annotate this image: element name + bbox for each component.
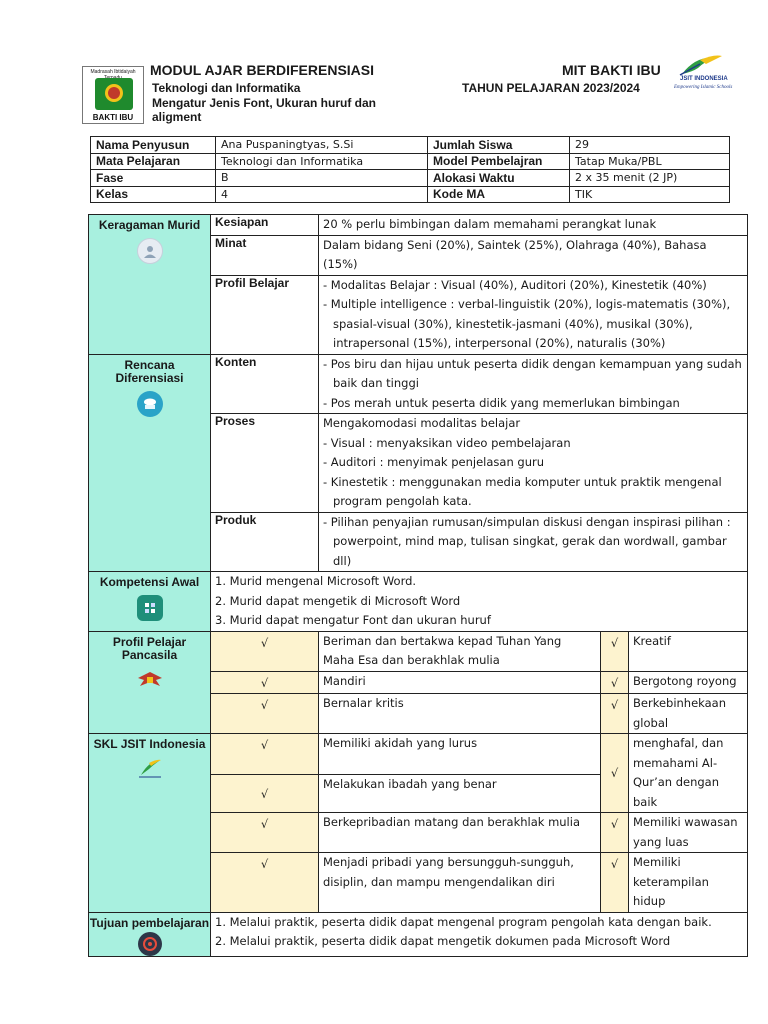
- table-row: Profil Pelajar Pancasila √ Beriman dan bertakwa kepad Tuhan Yang Maha Esa dan berakhlak mulia √ Kreatif: [89, 631, 748, 671]
- table-row: Kelas 4 Kode MA TIK: [91, 186, 730, 203]
- user-icon: [137, 238, 163, 264]
- section-kompetensi: Kompetensi Awal: [89, 572, 211, 632]
- academic-year: TAHUN PELAJARAN 2023/2024: [462, 81, 640, 95]
- school-name: MIT BAKTI IBU: [562, 62, 661, 78]
- apps-icon: [137, 595, 163, 621]
- table-row: SKL JSIT Indonesia √ Memiliki akidah yang lurus √ menghafal, dan memahami Al- Qur’an dengan baik: [89, 734, 748, 775]
- table-row: Kompetensi Awal 1. Murid mengenal Microsoft Word. 2. Murid dapat mengetik di Microsoft Word 3. Murid dapat mengatur Font dan ukuran huruf: [89, 572, 748, 632]
- table-row: √ Menjadi pribadi yang bersungguh-sungguh, disiplin, dan mampu mengendalikan diri √ Memiliki keterampilan hidup: [89, 853, 748, 913]
- table-row: Tujuan pembelajaran 1. Melalui praktik, peserta didik dapat mengenal program pengolah kata dengan baik. 2. Melalui praktik, peserta didik dapat mengetik dokumen pada Microsoft Word: [89, 912, 748, 956]
- table-row: √ Mandiri √ Bergotong royong: [89, 671, 748, 694]
- table-row: Keragaman Murid Kesiapan 20 % perlu bimbingan dalam memahami perangkat lunak: [89, 215, 748, 236]
- table-row: Nama Penyusun Ana Puspaningtyas, S.Si Jumlah Siswa 29: [91, 137, 730, 154]
- module-title: MODUL AJAR BERDIFERENSIASI: [150, 62, 375, 78]
- section-tujuan: Tujuan pembelajaran: [89, 912, 211, 956]
- jsit-logo: JSIT INDONESIA Empowering Islamic Schools: [670, 54, 740, 102]
- table-row: Mata Pelajaran Teknologi dan Informatika Model Pembelajran Tatap Muka/PBL: [91, 153, 730, 170]
- table-row: √ Berkepribadian matang dan berakhlak mulia √ Memiliki wawasan yang luas: [89, 813, 748, 853]
- jsit-small-logo-icon: [89, 757, 210, 779]
- table-row: √ Melakukan ibadah yang benar: [89, 775, 748, 813]
- table-row: √ Bernalar kritis √ Berkebinhekaan global: [89, 694, 748, 734]
- section-keragaman: Keragaman Murid: [89, 215, 211, 355]
- garuda-icon: [89, 668, 210, 692]
- school-emblem-icon: [95, 78, 133, 110]
- table-row: Fase B Alokasi Waktu 2 x 35 menit (2 JP): [91, 170, 730, 187]
- table-row: Proses Mengakomodasi modalitas belajar - Visual : menyaksikan video pembelajaran - Auditori : menyimak penjelasan guru - Kinestetik : menggunakan media komputer untuk praktik mengenal program pengolah kata.: [89, 414, 748, 513]
- section-rencana: Rencana Diferensiasi: [89, 354, 211, 572]
- table-row: Rencana Diferensiasi Konten - Pos biru dan hijau untuk peserta didik dengan kemampuan yang sudah baik dan tinggi - Pos merah untuk peserta didik yang memerlukan bimbingan: [89, 354, 748, 414]
- table-row: Minat Dalam bidang Seni (20%), Saintek (25%), Olahraga (40%), Bahasa (15%): [89, 235, 748, 275]
- table-row: Profil Belajar - Modalitas Belajar : Visual (40%), Auditori (20%), Kinestetik (40%) - Multiple intelligence : verbal-linguistik (20%), logis-matematis (30%), spasial-visual (30%), kinestetik-jasmani (40%), musikal (30%), intrapersonal (15%), interpersonal (20%), naturalis (30%): [89, 275, 748, 354]
- school-logo: Madrasah Ibtidaiyah BAKTI IBU: [82, 66, 144, 124]
- section-pancasila: Profil Pelajar Pancasila: [89, 631, 211, 734]
- identity-table: [90, 136, 730, 203]
- topic-title: Mengatur Jenis Font, Ukuran huruf dan aligment: [152, 96, 377, 124]
- section-skl: SKL JSIT Indonesia: [89, 734, 211, 913]
- subject-title: Teknologi dan Informatika: [152, 81, 301, 95]
- cloud-server-icon: [137, 391, 163, 417]
- module-table: [88, 214, 748, 957]
- quill-icon: [670, 54, 740, 78]
- document-header: [82, 62, 732, 126]
- table-row: Produk - Pilihan penyajian rumusan/simpulan diskusi dengan inspirasi pilihan : powerpoint, mind map, tulisan singkat, gerak dan wordwall, gambar dll): [89, 512, 748, 572]
- target-icon: [138, 932, 162, 956]
